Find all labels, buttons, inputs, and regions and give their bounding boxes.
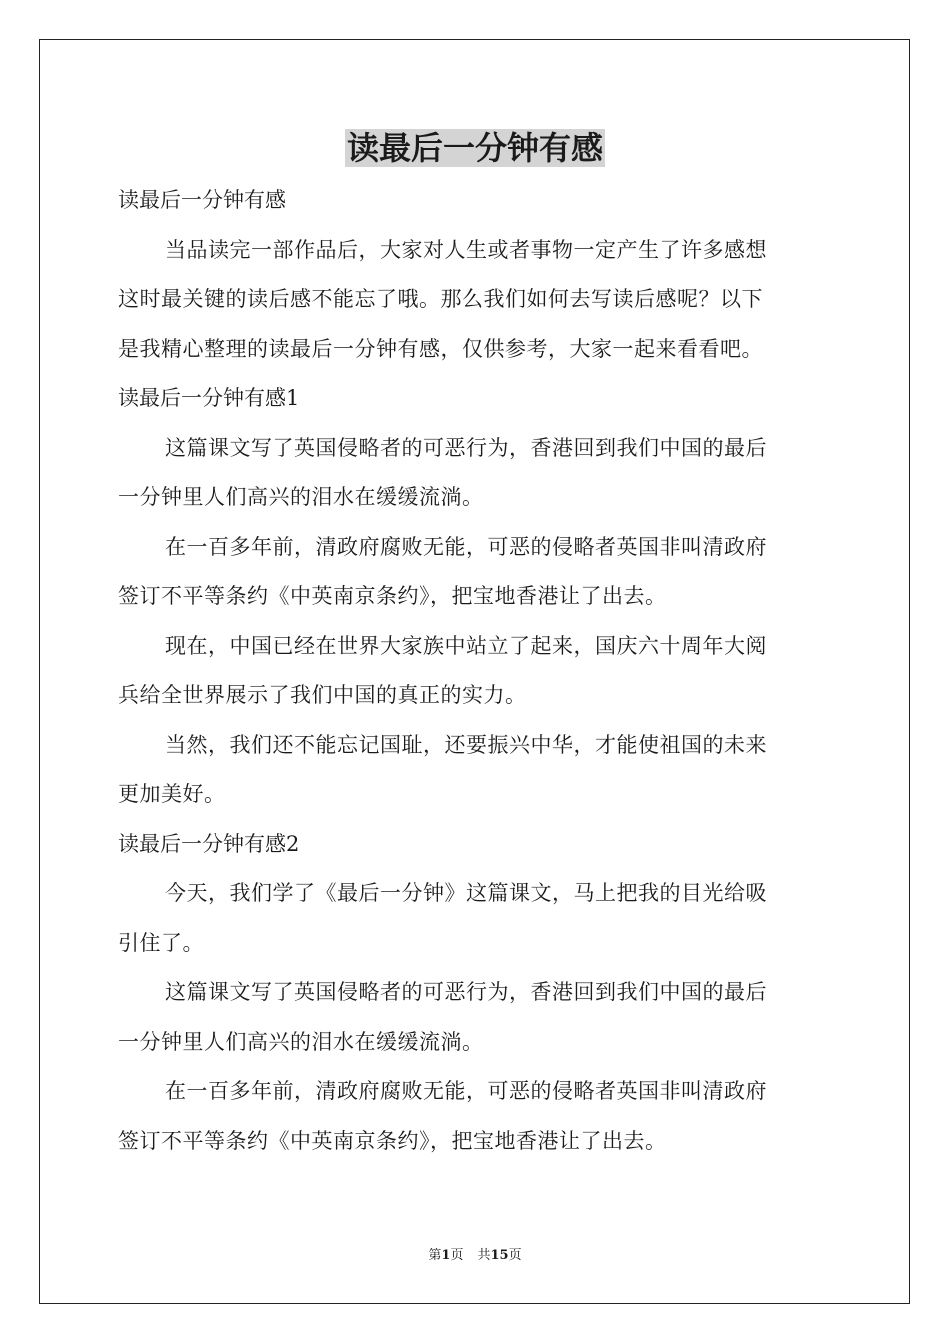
page-footer	[0, 1246, 950, 1266]
document-title	[0, 124, 950, 172]
paragraph-line: 在一百多年前，清政府腐败无能，可恶的侵略者英国非叫清政府	[165, 534, 767, 559]
paragraph-line: 这篇课文写了英国侵略者的可恶行为，香港回到我们中国的最后	[165, 435, 767, 460]
paragraph-line: 一分钟里人们高兴的泪水在缓缓流淌。	[118, 1029, 484, 1054]
footer-total-suffix: 页	[508, 1248, 522, 1263]
paragraph-line: 当然，我们还不能忘记国耻，还要振兴中华，才能使祖国的未来	[165, 732, 767, 757]
paragraph-line: 现在，中国已经在世界大家族中站立了起来，国庆六十周年大阅	[165, 633, 767, 658]
paragraph-line: 引住了。	[118, 930, 204, 955]
paragraph-line: 这篇课文写了英国侵略者的可恶行为，香港回到我们中国的最后	[165, 980, 767, 1004]
footer-total-pages: 15	[490, 1248, 509, 1263]
body-lines	[118, 226, 838, 1167]
paragraph-line: 签订不平等条约《中英南京条约》，把宝地香港让了出去。	[118, 584, 667, 608]
paragraph-line: 是我精心整理的读最后一分钟有感，仅供参考，大家一起来看看吧。	[118, 336, 763, 361]
footer-total-prefix: 共	[477, 1248, 491, 1263]
footer-page-prefix: 第	[428, 1248, 442, 1263]
document-subtitle: 读最后一分钟有感	[118, 188, 286, 212]
section-heading: 读最后一分钟有感2	[118, 831, 300, 856]
document-title-text: 读最后一分钟有感	[346, 129, 603, 167]
paragraph-line: 这时最关键的读后感不能忘了哦。那么我们如何去写读后感呢？以下	[118, 287, 763, 311]
paragraph-line: 今天，我们学了《最后一分钟》这篇课文，马上把我的目光给吸	[165, 881, 767, 905]
paragraph-line: 一分钟里人们高兴的泪水在缓缓流淌。	[118, 485, 484, 509]
document-body	[118, 176, 838, 1166]
section-heading: 读最后一分钟有感1	[118, 386, 300, 410]
paragraph-line: 在一百多年前，清政府腐败无能，可恶的侵略者英国非叫清政府	[165, 1079, 767, 1103]
footer-page-suffix: 页	[450, 1248, 464, 1263]
paragraph-line: 签订不平等条约《中英南京条约》，把宝地香港让了出去。	[118, 1128, 667, 1153]
paragraph-line: 兵给全世界展示了我们中国的真正的实力。	[118, 683, 527, 707]
footer-page-number: 1	[441, 1248, 451, 1263]
paragraph-line: 更加美好。	[118, 782, 226, 806]
paragraph-line: 当品读完一部作品后，大家对人生或者事物一定产生了许多感想	[165, 237, 767, 262]
